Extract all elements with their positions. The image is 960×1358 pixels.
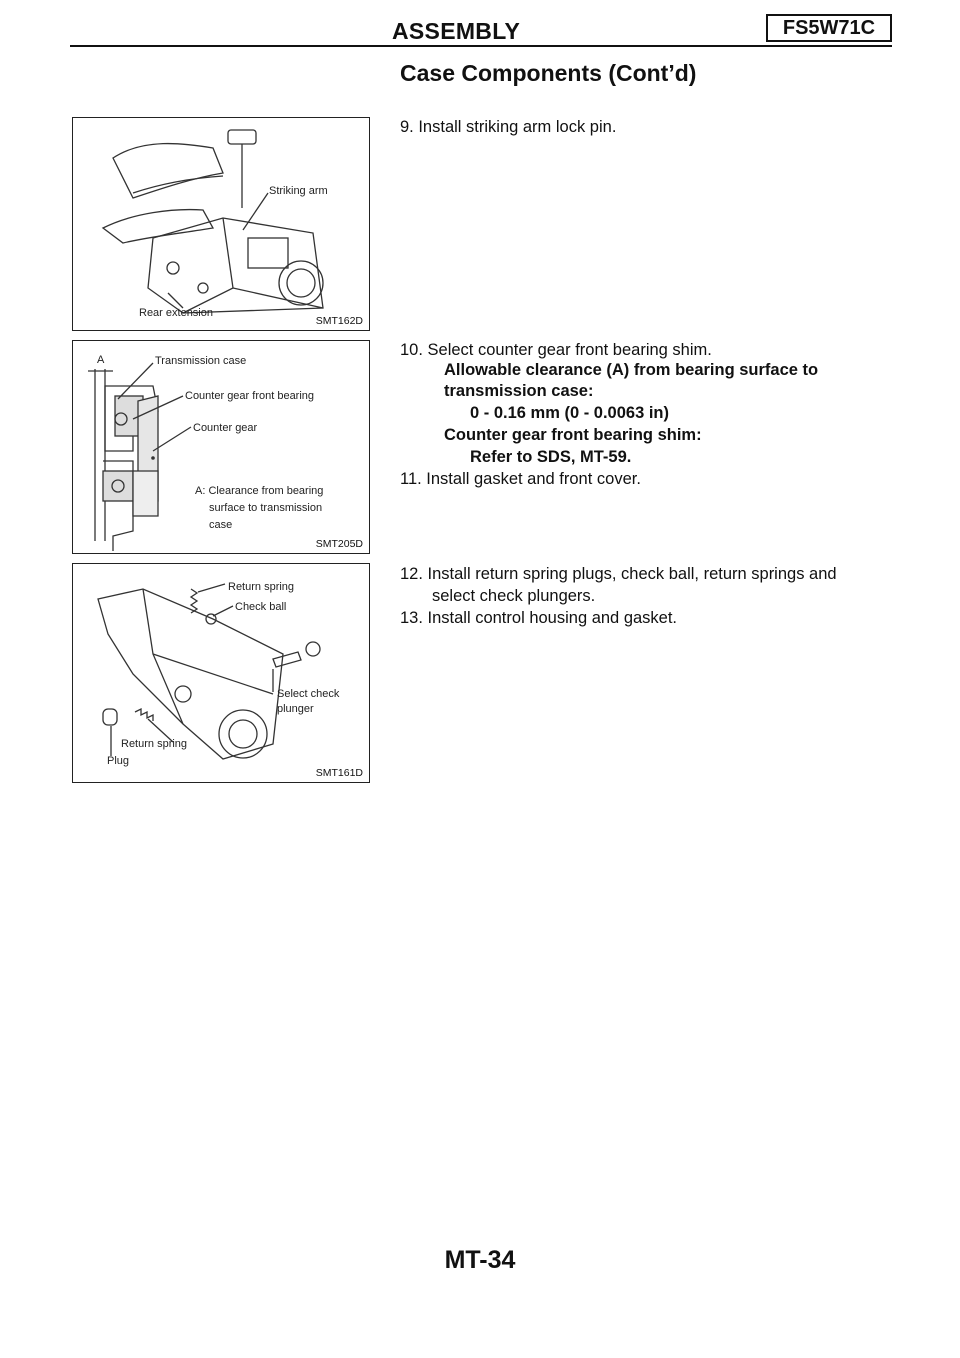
spec-shim-value: Refer to SDS, MT-59. [470,448,632,466]
label-plunger: plunger [277,703,314,715]
label-clearance-line2: surface to transmission [209,502,323,514]
step-9: 9. Install striking arm lock pin. [400,118,617,136]
header-rule [70,45,892,47]
label-rear-extension: Rear extension [139,307,213,319]
label-a: A [97,354,105,366]
figure-code: SMT162D [315,315,363,327]
section-subtitle: Case Components (Cont’d) [400,60,697,86]
label-return-spring-top: Return spring [228,581,295,593]
step-12: 12. Install return spring plugs, check ball, return springs and [400,565,837,583]
label-return-spring-bottom: Return spring [121,738,188,750]
label-clearance-line1: A: Clearance from bearing [195,485,324,497]
step-12-cont: select check plungers. [432,587,596,605]
model-code-badge: FS5W71C [766,14,892,42]
spec-clearance-label-cont: transmission case: [444,382,594,400]
counter-gear-bearing-illustration [73,341,370,554]
step-11: 11. Install gasket and front cover. [400,470,641,488]
label-select-check: Select check [277,688,340,700]
label-plug: Plug [107,755,130,767]
figure-code: SMT205D [315,538,363,550]
label-clearance-line3: case [209,519,233,531]
spec-shim-label: Counter gear front bearing shim: [444,426,702,444]
striking-arm-illustration [73,118,370,331]
section-title: ASSEMBLY [392,18,521,44]
figure-smt161d [72,563,370,783]
figure-smt205d [72,340,370,554]
label-counter-gear: Counter gear [193,422,258,434]
spec-clearance-label: Allowable clearance (A) from bearing surface to [444,361,819,379]
label-striking-arm: Striking arm [269,185,328,197]
label-transmission-case: Transmission case [155,355,247,367]
label-check-ball: Check ball [235,601,287,613]
figure-code: SMT161D [315,767,363,779]
label-counter-gear-front-bearing: Counter gear front bearing [185,390,315,402]
spec-clearance-value: 0 - 0.16 mm (0 - 0.0063 in) [470,404,670,422]
step-13: 13. Install control housing and gasket. [400,609,678,627]
step-10: 10. Select counter gear front bearing shim. [400,341,712,359]
return-spring-illustration [73,564,370,783]
page-number: MT-34 [444,1246,516,1274]
figure-smt162d [72,117,370,331]
